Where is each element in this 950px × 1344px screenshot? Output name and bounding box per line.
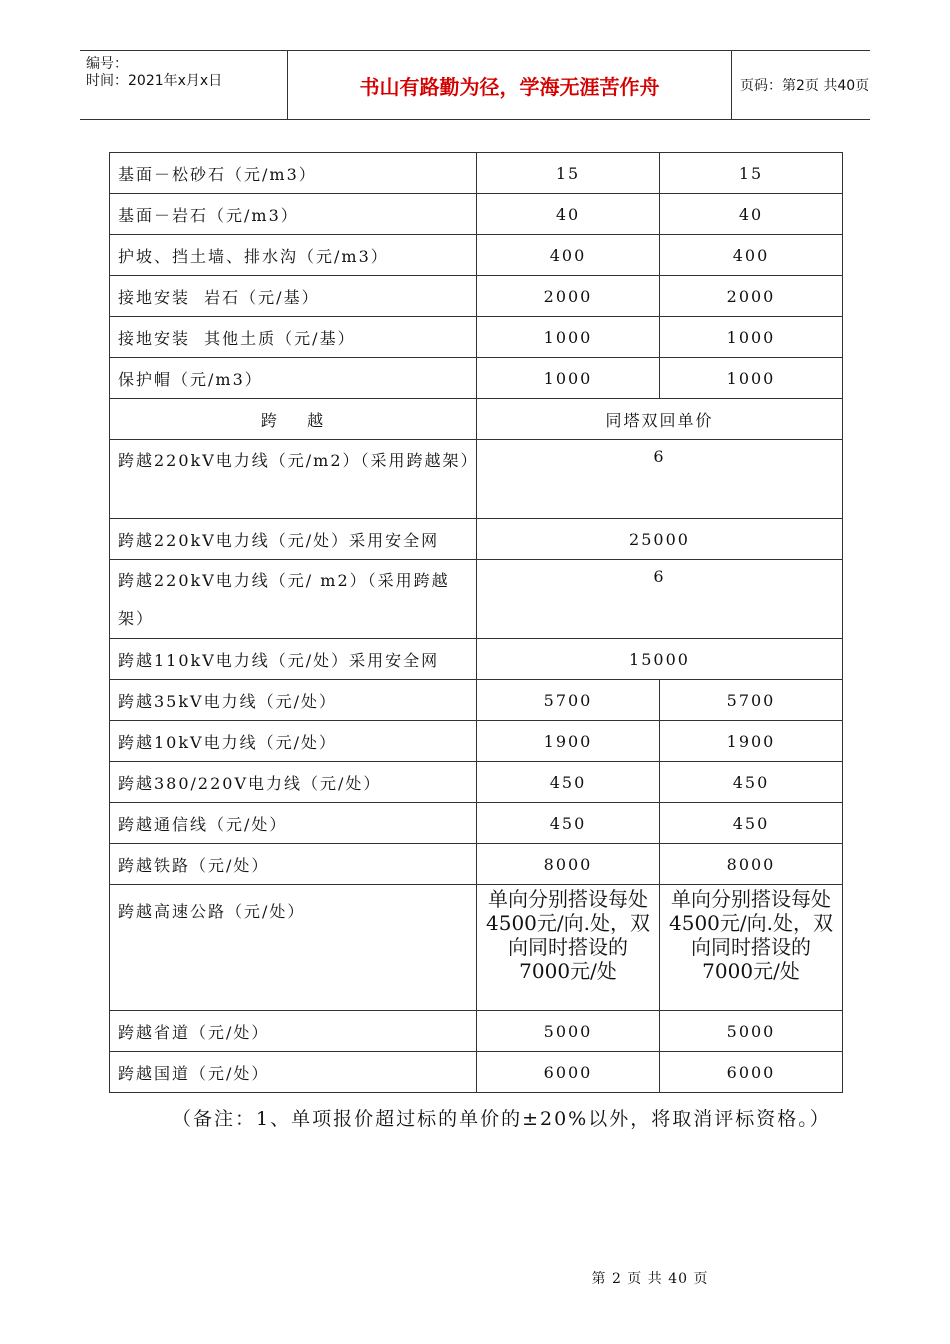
row-name: 保护帽（元/m3） xyxy=(110,358,477,399)
row-name: 跨越10kV电力线（元/处） xyxy=(110,721,477,762)
row-value-2: 6000 xyxy=(660,1052,843,1093)
row-value-1: 450 xyxy=(477,762,660,803)
row-value-2: 450 xyxy=(660,762,843,803)
remark-note: （备注：1、单项报价超过标的单价的±20%以外，将取消评标资格。） xyxy=(172,1108,831,1130)
row-value-2: 400 xyxy=(660,235,843,276)
row-name: 接地安装 岩石（元/基） xyxy=(110,276,477,317)
table-row xyxy=(110,721,843,762)
row-value-2: 40 xyxy=(660,194,843,235)
row-value-2: 5000 xyxy=(660,1011,843,1052)
row-name: 基面－岩石（元/m3） xyxy=(110,194,477,235)
row-value-2: 8000 xyxy=(660,844,843,885)
table-row xyxy=(110,317,843,358)
row-value-1: 5700 xyxy=(477,680,660,721)
row-name: 跨越35kV电力线（元/处） xyxy=(110,680,477,721)
row-name: 跨越国道（元/处） xyxy=(110,1052,477,1093)
row-name: 跨越380/220V电力线（元/处） xyxy=(110,762,477,803)
row-value-1: 40 xyxy=(477,194,660,235)
row-value-1: 1000 xyxy=(477,317,660,358)
time-label: 时间：2021年x月x日 xyxy=(86,73,223,89)
row-name: 基面－松砂石（元/m3） xyxy=(110,153,477,194)
table-row xyxy=(110,762,843,803)
header-meta xyxy=(80,51,288,119)
row-value-2: 15 xyxy=(660,153,843,194)
table-row xyxy=(110,235,843,276)
table-row xyxy=(110,1011,843,1052)
row-value-2: 1900 xyxy=(660,721,843,762)
row-value-2: 单向分别搭设每处4500元/向.处，双向同时搭设的7000元/处 xyxy=(660,885,843,1011)
table-row xyxy=(110,560,843,639)
section-header-row xyxy=(110,399,843,440)
row-name: 跨越220kV电力线（元/m2）（采用跨越架） xyxy=(110,440,477,519)
header-motto: 书山有路勤为径，学海无涯苦作舟 xyxy=(288,51,732,119)
table-row xyxy=(110,803,843,844)
row-name: 接地安装 其他土质（元/基） xyxy=(110,317,477,358)
row-name: 护坡、挡土墙、排水沟（元/m3） xyxy=(110,235,477,276)
section-header-label: 跨 越 xyxy=(110,399,477,440)
row-name: 跨越高速公路（元/处） xyxy=(110,885,477,1011)
row-value-2: 1000 xyxy=(660,358,843,399)
row-value: 15000 xyxy=(477,639,843,680)
row-value: 6 xyxy=(477,440,843,519)
row-value-2: 5700 xyxy=(660,680,843,721)
row-value-2: 2000 xyxy=(660,276,843,317)
row-value-1: 1900 xyxy=(477,721,660,762)
table-row xyxy=(110,276,843,317)
table-row xyxy=(110,153,843,194)
row-value: 6 xyxy=(477,560,843,639)
row-name: 跨越通信线（元/处） xyxy=(110,803,477,844)
table-row xyxy=(110,440,843,519)
page-number: 第 2 页 共 40 页 xyxy=(591,1271,709,1287)
row-value-1: 单向分别搭设每处4500元/向.处，双向同时搭设的7000元/处 xyxy=(477,885,660,1011)
table-row xyxy=(110,885,843,1011)
row-value-1: 2000 xyxy=(477,276,660,317)
row-value-1: 450 xyxy=(477,803,660,844)
table-row xyxy=(110,844,843,885)
table-row xyxy=(110,358,843,399)
row-value-1: 6000 xyxy=(477,1052,660,1093)
row-value-2: 450 xyxy=(660,803,843,844)
row-value-1: 5000 xyxy=(477,1011,660,1052)
page-header xyxy=(80,50,870,120)
row-value: 25000 xyxy=(477,519,843,560)
row-name: 跨越铁路（元/处） xyxy=(110,844,477,885)
row-name: 跨越省道（元/处） xyxy=(110,1011,477,1052)
table-row xyxy=(110,1052,843,1093)
row-value-1: 400 xyxy=(477,235,660,276)
row-value-1: 15 xyxy=(477,153,660,194)
row-value-1: 8000 xyxy=(477,844,660,885)
table-row xyxy=(110,519,843,560)
header-page-code: 页码：第2页 共40页 xyxy=(740,78,870,94)
number-label: 编号： xyxy=(86,56,128,72)
row-name: 跨越220kV电力线（元/处）采用安全网 xyxy=(110,519,477,560)
price-table xyxy=(109,152,843,1093)
table-row xyxy=(110,680,843,721)
page-footer xyxy=(0,1268,950,1288)
row-name: 跨越110kV电力线（元/处）采用安全网 xyxy=(110,639,477,680)
row-name: 跨越220kV电力线（元/ m2）（采用跨越架） xyxy=(110,560,477,639)
section-header-value: 同塔双回单价 xyxy=(477,399,843,440)
table-row xyxy=(110,639,843,680)
row-value-2: 1000 xyxy=(660,317,843,358)
table-row xyxy=(110,194,843,235)
row-value-1: 1000 xyxy=(477,358,660,399)
